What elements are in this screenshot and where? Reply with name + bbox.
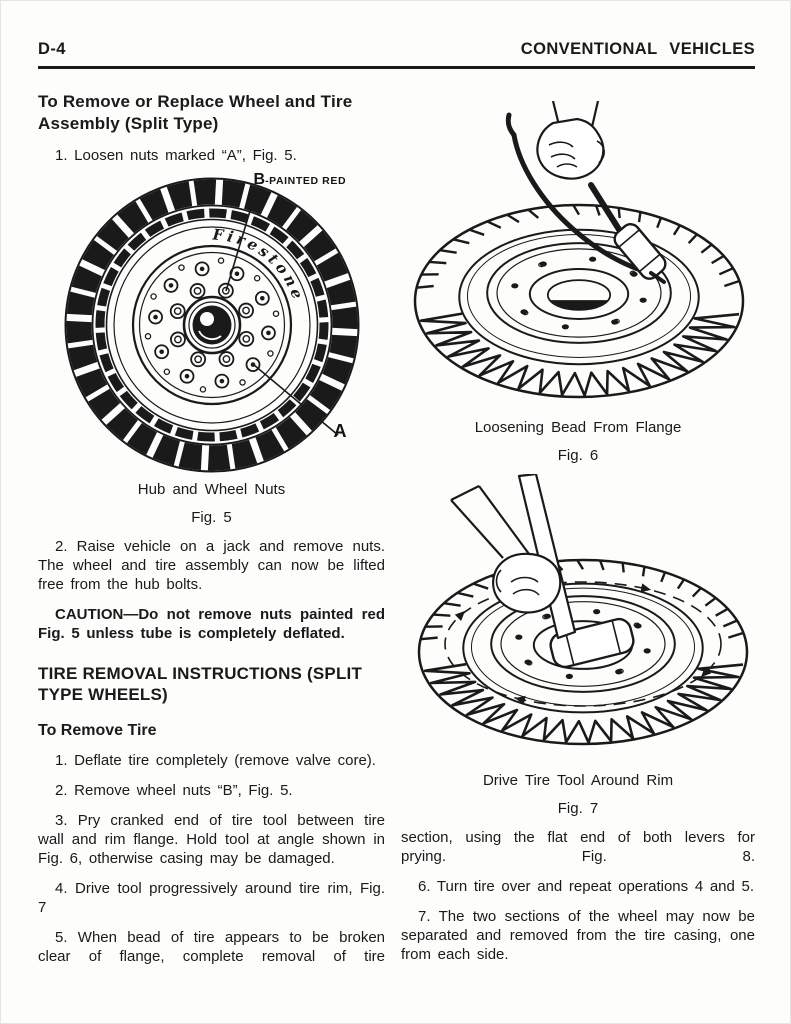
fig5-caption: Hub and Wheel Nuts	[137, 480, 286, 498]
figure-7	[401, 474, 755, 817]
fig5-number: Fig. 5	[191, 508, 232, 526]
fig5-illustration-wrap	[42, 170, 382, 475]
page-number: D-4	[38, 40, 66, 58]
right-column	[401, 91, 755, 966]
step-separate-wheel-sections: 7. The two sections of the wheel may now be separated and removed from the tire casing, one from each side.	[401, 908, 755, 963]
fig6-number: Fig. 6	[557, 447, 599, 464]
tire-brand-text: Firestone	[211, 224, 308, 304]
fig6-caption: Loosening Bead From Flange	[474, 419, 682, 436]
drive-tool-around-rim-illustration	[401, 474, 755, 766]
wheel-front-view-illustration	[42, 175, 382, 475]
label-a: A	[333, 420, 347, 441]
step-pry-tool: 3. Pry cranked end of tire tool between tire wall and rim flange. Hold tool at angle shown in Fig. 6, otherwise casing may be damaged.	[38, 812, 385, 867]
fig7-captions	[401, 772, 755, 817]
fig7-caption: Drive Tire Tool Around Rim	[482, 772, 674, 789]
step-complete-removal-continuation: section, using the flat end of both levers for prying. Fig. 8.	[401, 829, 755, 865]
caution-text: CAUTION—Do not remove nuts painted red Fig. 5 unless tube is completely deflated.	[38, 605, 385, 642]
step-raise-vehicle: 2. Raise vehicle on a jack and remove nuts. The wheel and tire assembly can now be lifted free from the hub bolts.	[38, 537, 385, 593]
step-loosen-nuts: 1. Loosen nuts marked “A”, Fig. 5.	[55, 146, 297, 164]
fig6-captions	[401, 419, 755, 464]
step-deflate-tire: 1. Deflate tire completely (remove valve core).	[55, 752, 376, 769]
header-rule	[38, 66, 755, 69]
figure-6	[401, 101, 755, 464]
step-turn-tire-over: 6. Turn tire over and repeat operations 4 and 5.	[418, 878, 755, 895]
page-header-title: CONVENTIONAL VEHICLES	[520, 40, 755, 58]
figure-5	[38, 170, 385, 526]
section-heading-tire-removal: TIRE REMOVAL INSTRUCTIONS (SPLIT TYPE WHEELS)	[38, 663, 363, 705]
loosening-bead-illustration	[401, 101, 755, 413]
fig7-number: Fig. 7	[557, 800, 599, 817]
section-heading-remove-replace: To Remove or Replace Wheel and Tire Assembly (Split Type)	[38, 92, 353, 133]
step-bead-broken: 5. When bead of tire appears to be broken clear of flange, complete removal of tire	[38, 929, 385, 965]
fig5-captions	[38, 481, 385, 526]
step-drive-tool: 4. Drive tool progressively around tire rim, Fig. 7	[38, 880, 385, 916]
step-remove-wheel-nuts: 2. Remove wheel nuts “B”, Fig. 5.	[55, 782, 293, 799]
two-column-layout	[38, 91, 755, 966]
subheading-to-remove-tire: To Remove Tire	[38, 722, 157, 739]
label-b-painted-red: B-PAINTED RED	[253, 170, 347, 188]
left-column	[38, 91, 385, 966]
page-header	[38, 40, 755, 59]
